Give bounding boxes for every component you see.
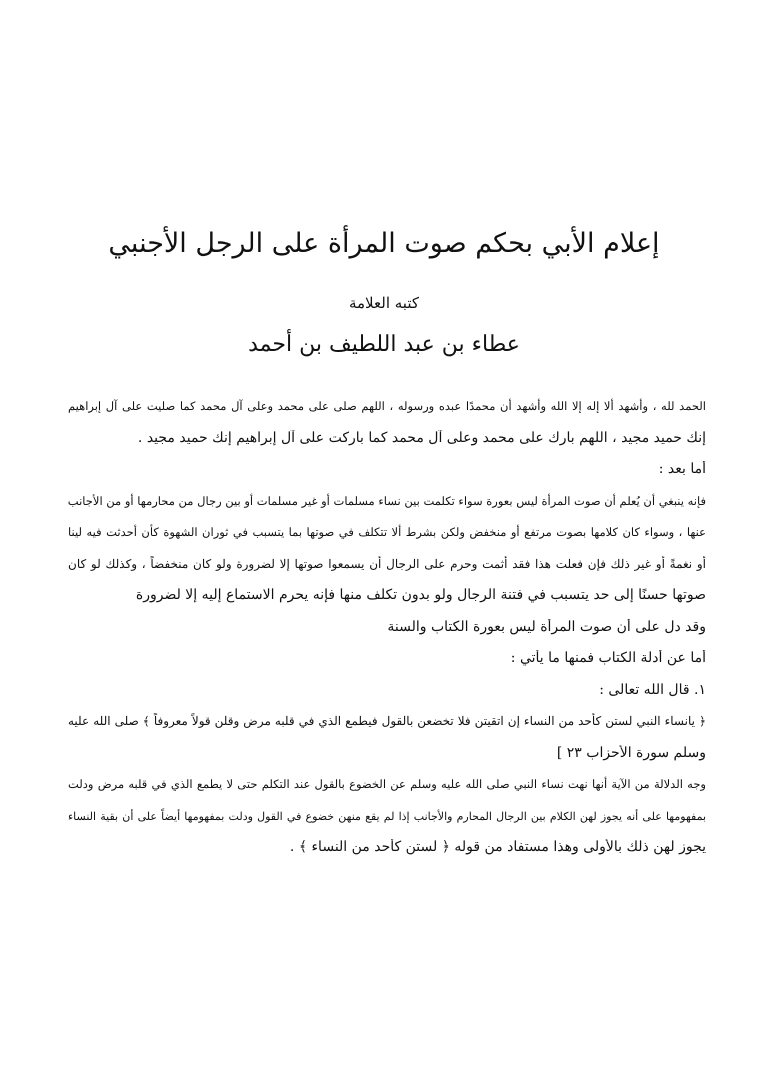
author-name: عطاء بن عبد اللطيف بن أحمد (248, 332, 520, 357)
document-body (68, 398, 706, 871)
body-line: ﴿ يانساء النبي لستن كأحد من النساء إن اتقيتن فلا تخضعن بالقول فيطمع الذي في قلبه مرض وقلن قولاً معروفاً ﴾ صلى الله عليه (68, 714, 706, 728)
body-line: أو نغمةً أو غير ذلك فإن فعلت هذا فقد أثمت وحرم على الرجال أن يسمعوا صوتها إلا لضرورة ولو كان منخفضاً ، وكذلك لو كان (68, 556, 706, 571)
document-title: إعلام الأبي بحكم صوت المرأة على الرجل الأجنبي (108, 228, 660, 259)
body-line: صوتها حسنًا إلى حد يتسبب في فتنة الرجال ولو بدون تكلف منها فإنه يحرم الاستماع إليه إلا لضرورة (135, 587, 706, 603)
body-line: أما بعد : (658, 461, 706, 477)
body-line: وسلم سورة الأحزاب ٢٣ ] (556, 744, 706, 761)
body-line: وقد دل على أن صوت المرأة ليس بعورة الكتاب والسنة (387, 618, 706, 635)
body-line: أما عن أدلة الكتاب فمنها ما يأتي : (510, 650, 706, 666)
body-line: وجه الدلالة من الآية أنها نهت نساء النبي صلى الله عليه وسلم عن الخضوع بالقول عند التكلم حتى لا يطمع الذي في قلبه مرض ودلت (68, 777, 706, 791)
body-line: ١. قال الله تعالى : (599, 681, 706, 698)
body-line: يجوز لهن ذلك بالأولى وهذا مستفاد من قوله ﴿ لستن كأحد من النساء ﴾ . (289, 839, 706, 855)
body-line: عنها ، وسواء كان كلامها بصوت مرتفع أو منخفض ولكن بشرط ألا تتكلف في صوتها بما يتسبب في ثوران الشهوة كأن أحدثت فيه لينا (68, 525, 706, 539)
body-line: إنك حميد مجيد ، اللهم بارك على محمد وعلى آل محمد كما باركت على آل إبراهيم إنك حميد مجيد . (137, 429, 706, 446)
body-line: الحمد لله ، وأشهد ألا إله إلا الله وأشهد أن محمدًا عبده ورسوله ، اللهم صلى على محمد وعلى آل محمد كما صليت على آل إبراهيم (68, 399, 706, 413)
body-line: فإنه ينبغي أن يُعلم أن صوت المرأة ليس بعورة سواء تكلمت بين نساء مسلمات أو غير مسلمات أو بين رجال من محارمها أو من الأجانب (68, 493, 706, 508)
document-subtitle: كتبه العلامة (348, 294, 419, 312)
body-line: بمفهومها على أنه يجوز لهن الكلام بين الرجال المحارم والأجانب إذا لم يقع منهن خضوع في القول ودلت بمفهومها أيضاً على أن بقية النساء (68, 809, 706, 823)
